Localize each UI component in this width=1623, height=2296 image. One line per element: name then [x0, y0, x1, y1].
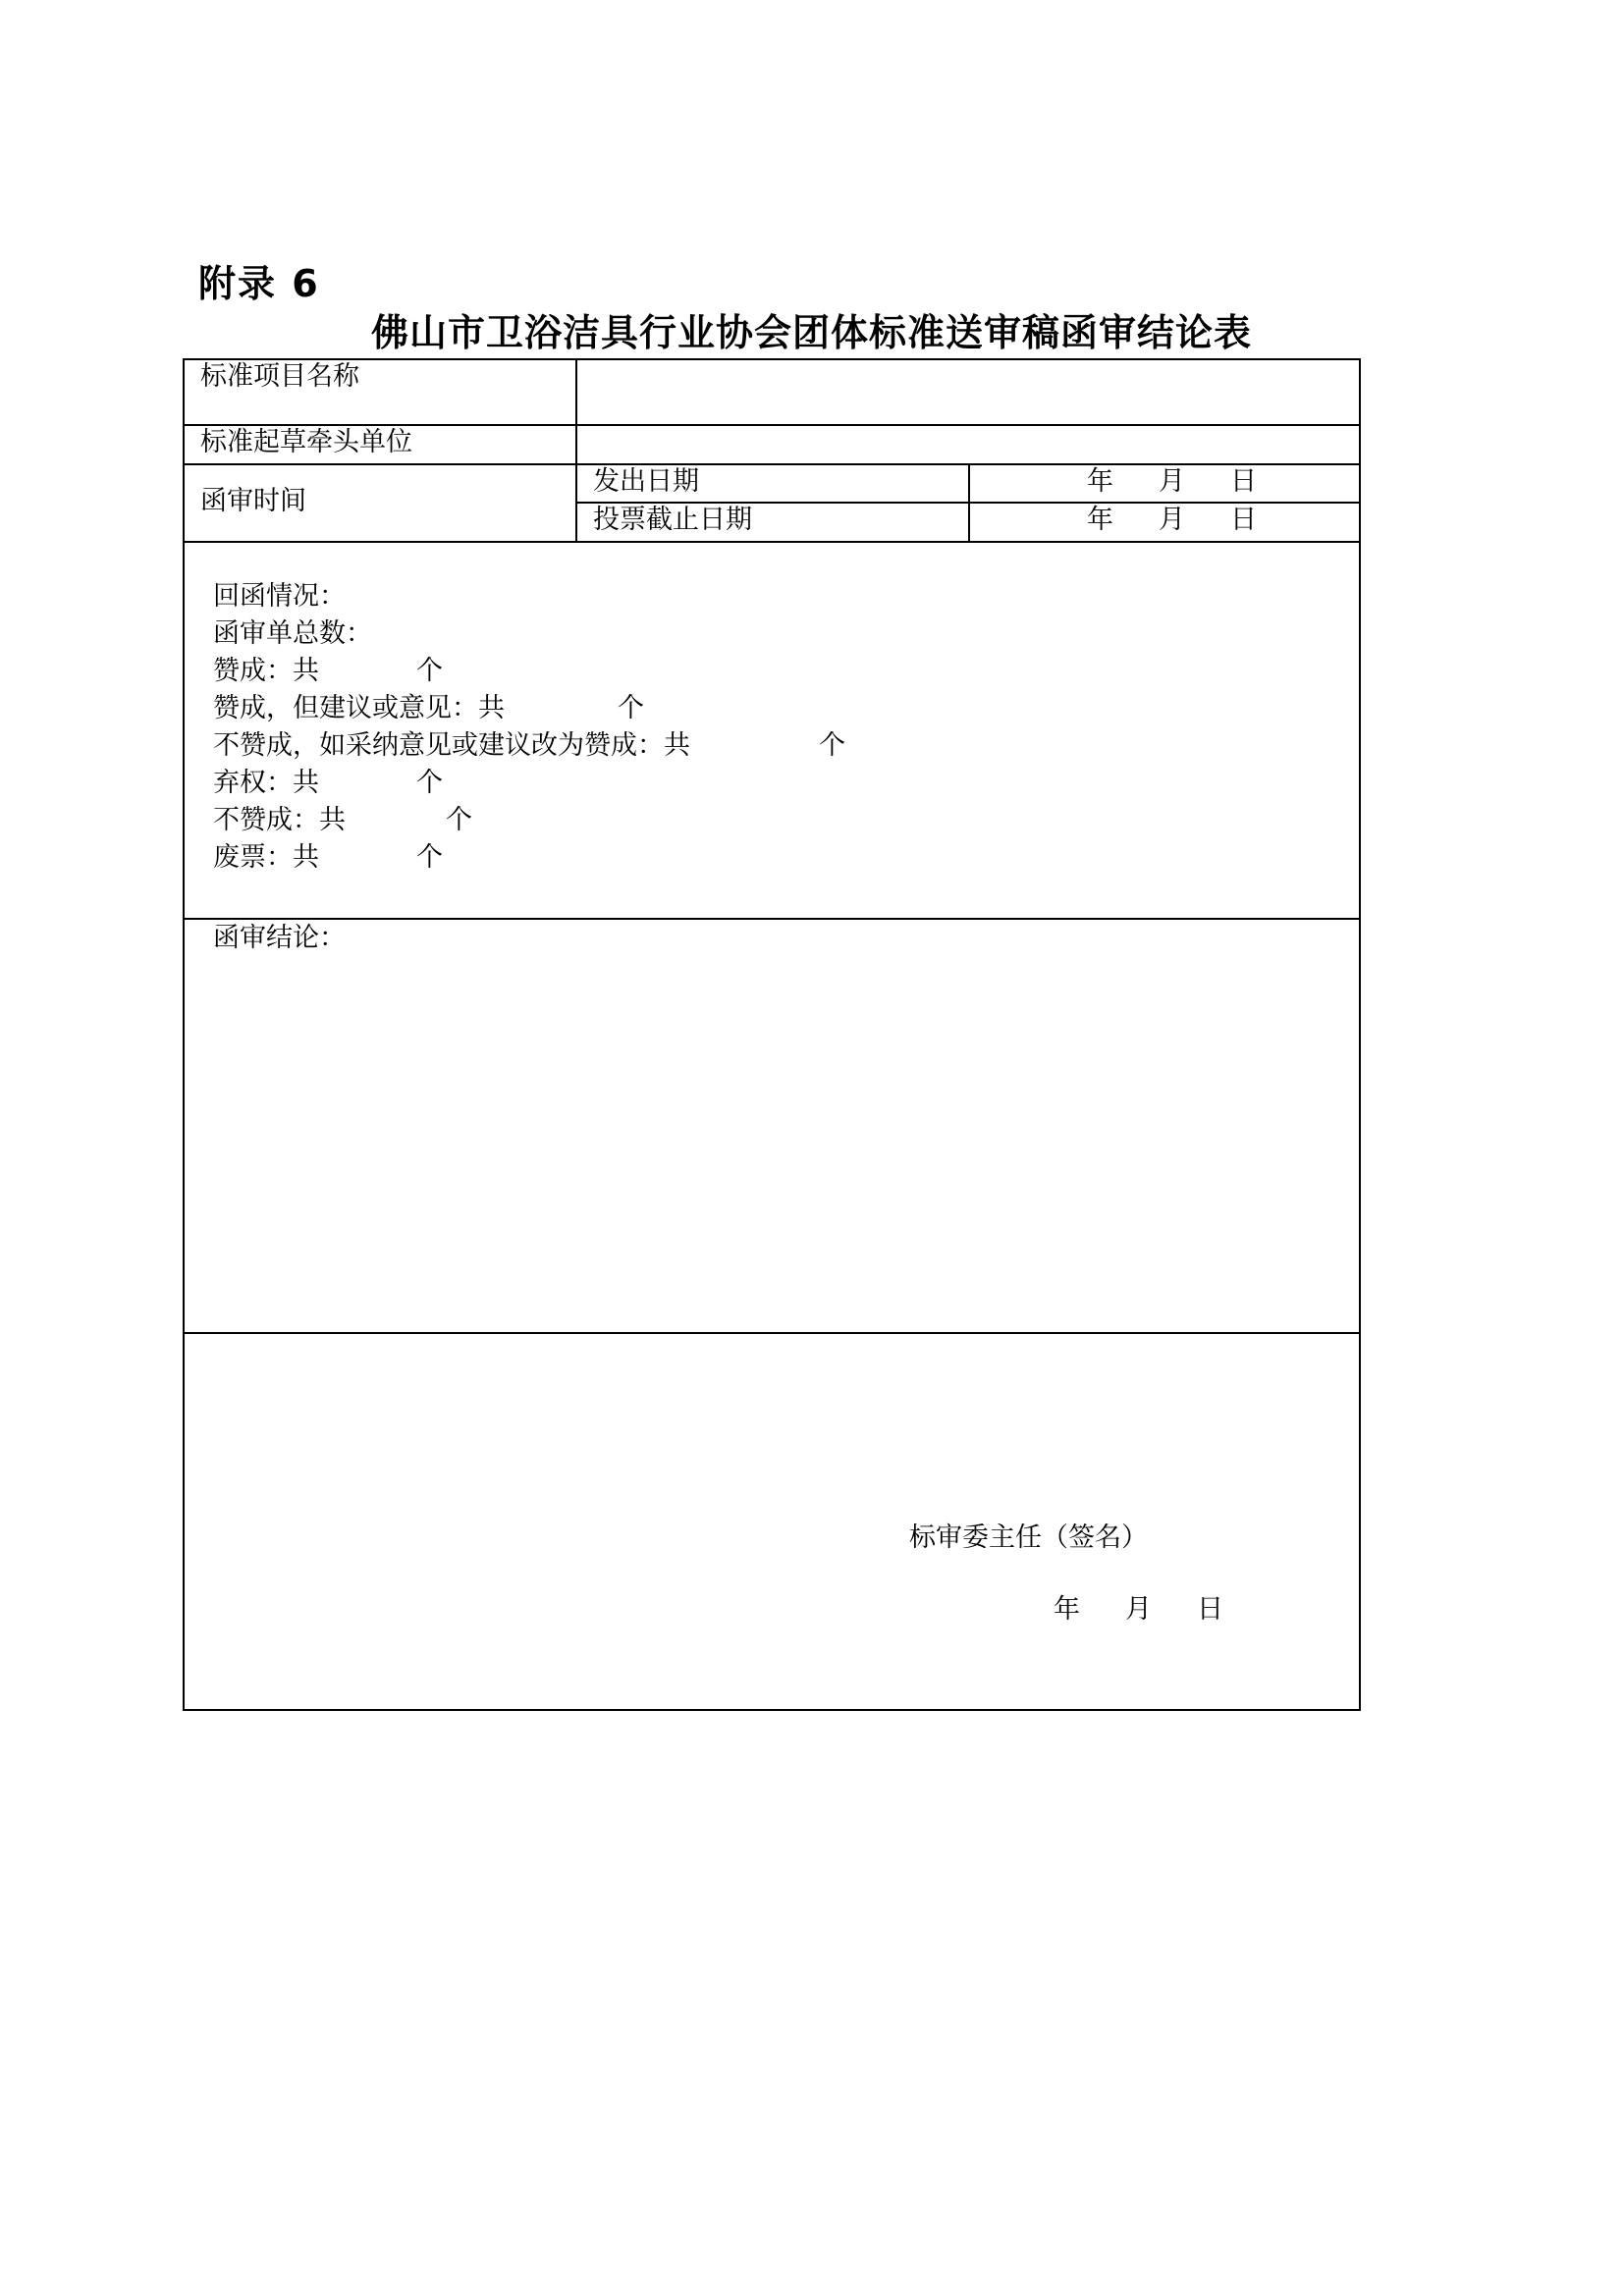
appendix-label: 附录 6 [198, 262, 320, 305]
reply-abstain-unit: 个 [416, 768, 443, 798]
column-divider [575, 358, 577, 543]
reply-disapprove-conditional: 不赞成，如采纳意见或建议改为赞成：共 [213, 730, 690, 761]
signature-date-day: 日 [1197, 1594, 1223, 1625]
reply-approve-with-comments: 赞成，但建议或意见：共 [213, 693, 505, 723]
lead-unit-label: 标准起草牵头单位 [200, 427, 412, 457]
vote-deadline-label: 投票截止日期 [593, 505, 752, 535]
reply-disapprove: 不赞成：共 [213, 805, 346, 835]
reply-heading: 回函情况： [213, 581, 346, 612]
conclusion-label: 函审结论： [213, 923, 346, 953]
reply-approve: 赞成：共 [213, 656, 319, 686]
row-divider [183, 463, 1361, 465]
reply-disapprove-unit: 个 [446, 805, 472, 835]
signature-date-month: 月 [1125, 1594, 1152, 1625]
section-divider [183, 918, 1361, 920]
section-divider [183, 1332, 1361, 1334]
signature-label: 标审委主任（签名） [909, 1522, 1148, 1553]
issue-date-month: 月 [1159, 466, 1185, 497]
issue-date-year: 年 [1087, 466, 1113, 497]
reply-invalid: 废票：共 [213, 842, 319, 873]
deadline-date-year: 年 [1087, 505, 1113, 535]
signature-date-year: 年 [1054, 1594, 1080, 1625]
row-divider [183, 424, 1361, 426]
deadline-date-day: 日 [1230, 505, 1257, 535]
reply-total: 函审单总数： [213, 618, 372, 649]
deadline-date-month: 月 [1159, 505, 1185, 535]
row-divider [183, 541, 1361, 543]
table-border-right [1359, 358, 1361, 1711]
form-title: 佛山市卫浴洁具行业协会团体标准送审稿函审结论表 [371, 311, 1253, 354]
reply-disapprove-conditional-unit: 个 [819, 730, 845, 761]
reply-invalid-unit: 个 [416, 842, 443, 873]
reply-approve-with-comments-unit: 个 [618, 693, 644, 723]
table-border-left [183, 358, 185, 1711]
reply-approve-unit: 个 [416, 656, 443, 686]
table-border-top [183, 358, 1361, 360]
column-divider [968, 463, 970, 543]
issue-date-label: 发出日期 [593, 466, 699, 497]
table-border-bottom [183, 1709, 1361, 1711]
issue-date-day: 日 [1230, 466, 1257, 497]
review-time-label: 函审时间 [200, 486, 306, 516]
reply-abstain: 弃权：共 [213, 768, 319, 798]
project-name-label: 标准项目名称 [200, 361, 359, 392]
